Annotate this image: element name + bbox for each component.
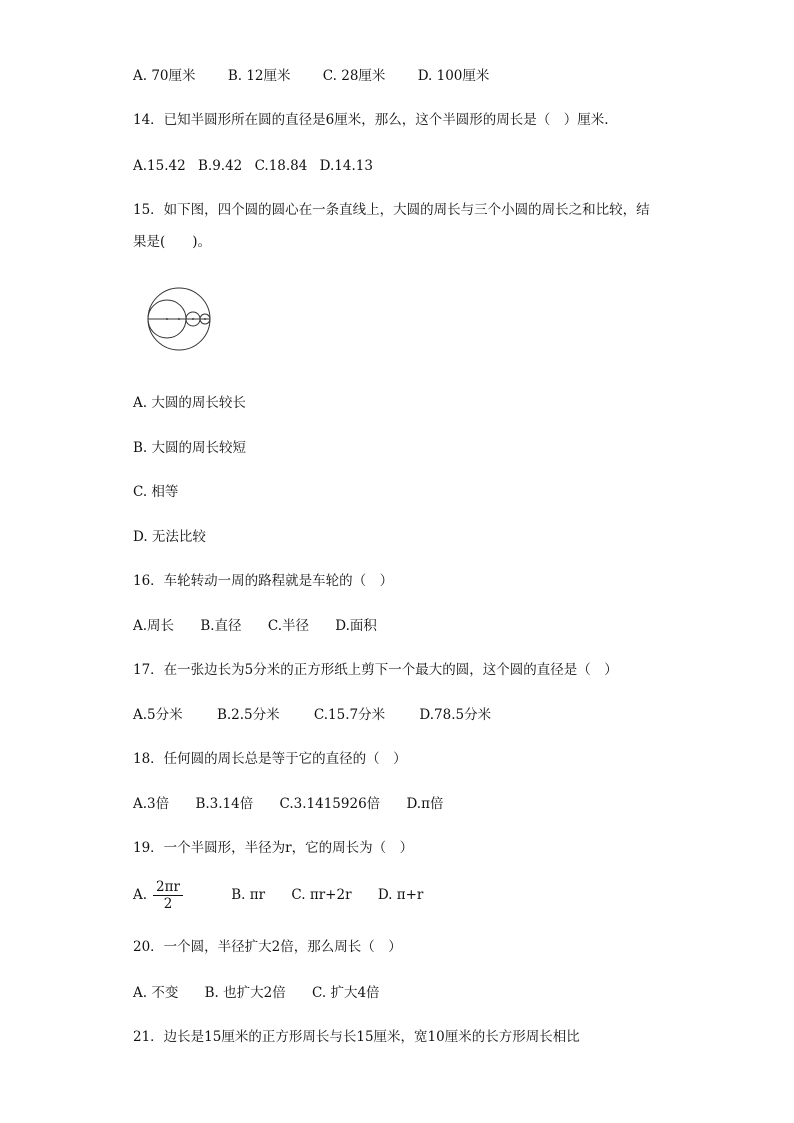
q15-stem-line2: 果是( )。 [133,234,212,250]
q19-option-d: D. π+r [377,887,424,903]
q14-option-d: D.14.13 [319,158,373,174]
circles-figure [146,286,218,354]
q15-option-b: B. 大圆的周长较短 [133,440,247,456]
q20-option-a: A. 不变 [133,985,179,1001]
q19-stem: 19．一个半圆形，半径为r，它的周长为（ ） [133,840,414,856]
q14-options [133,156,381,176]
q20-options [133,983,402,1003]
q13-option-c: C. 28厘米 [322,68,386,84]
q19-option-a-fraction [153,879,205,912]
q18-option-c: C.3.1415926倍 [279,796,381,812]
q13-option-b: B. 12厘米 [227,68,291,84]
q14-option-a: A.15.42 [133,158,186,174]
q13-options [133,66,517,86]
q17-option-c: C.15.7分米 [313,707,386,723]
q18-options [133,794,465,814]
q20-option-b: B. 也扩大2倍 [204,985,286,1001]
q19-fraction-numerator: 2πr [153,879,183,896]
q17-option-a: A.5分米 [133,707,183,723]
q15-stem-line1: 15．如下图，四个圆的圆心在一条直线上，大圆的周长与三个小圆的周长之和比较，结 [133,202,650,218]
center-dot-3 [204,318,206,320]
q13-option-d: D. 100厘米 [417,68,490,84]
q13-option-a: A. 70厘米 [133,68,196,84]
q16-option-c: C.半径 [267,618,309,634]
q18-stem: 18．任何圆的周长总是等于它的直径的（ ） [133,751,407,767]
q20-option-c: C. 扩大4倍 [312,985,380,1001]
q20-stem: 20．一个圆，半径扩大2倍，那么周长（ ） [133,939,402,955]
q17-option-b: B.2.5分米 [216,707,280,723]
center-dot-2 [192,318,194,320]
q19-fraction-denominator: 2 [163,896,173,912]
q21-stem: 21．边长是15厘米的正方形周长与长15厘米，宽10厘米的长方形周长相比 [133,1029,580,1045]
q18-option-b: B.3.14倍 [195,796,254,812]
q17-options [133,705,521,725]
q16-options [133,616,399,636]
q18-option-a: A.3倍 [133,796,170,812]
center-dot-big [178,318,180,320]
q15-option-c: C. 相等 [133,484,179,500]
circles-diagram [146,286,218,354]
q19-option-b: B. πr [231,887,266,903]
q18-option-d: D.π倍 [406,796,444,812]
q17-stem: 17．在一张边长为5分米的正方形纸上剪下一个最大的圆，这个圆的直径是（ ） [133,662,618,678]
q19-option-c: C. πr+2r [291,887,352,903]
q14-option-b: B.9.42 [198,158,243,174]
q15-option-d: D. 无法比较 [133,529,206,545]
center-dot-1 [166,318,168,320]
q16-option-b: B.直径 [200,618,242,634]
q15-option-a: A. 大圆的周长较长 [133,395,246,411]
q14-option-c: C.18.84 [254,158,308,174]
q19-option-a-label: A. [133,887,148,903]
q16-stem: 16．车轮转动一周的路程就是车轮的（ ） [133,573,394,589]
q19-options [133,877,445,913]
q16-option-d: D.面积 [335,618,377,634]
q17-option-d: D.78.5分米 [419,707,492,723]
q14-stem: 14．已知半圆形所在圆的直径是6厘米，那么，这个半圆形的周长是（ ）厘米. [133,112,609,128]
q16-option-a: A.周长 [133,618,175,634]
